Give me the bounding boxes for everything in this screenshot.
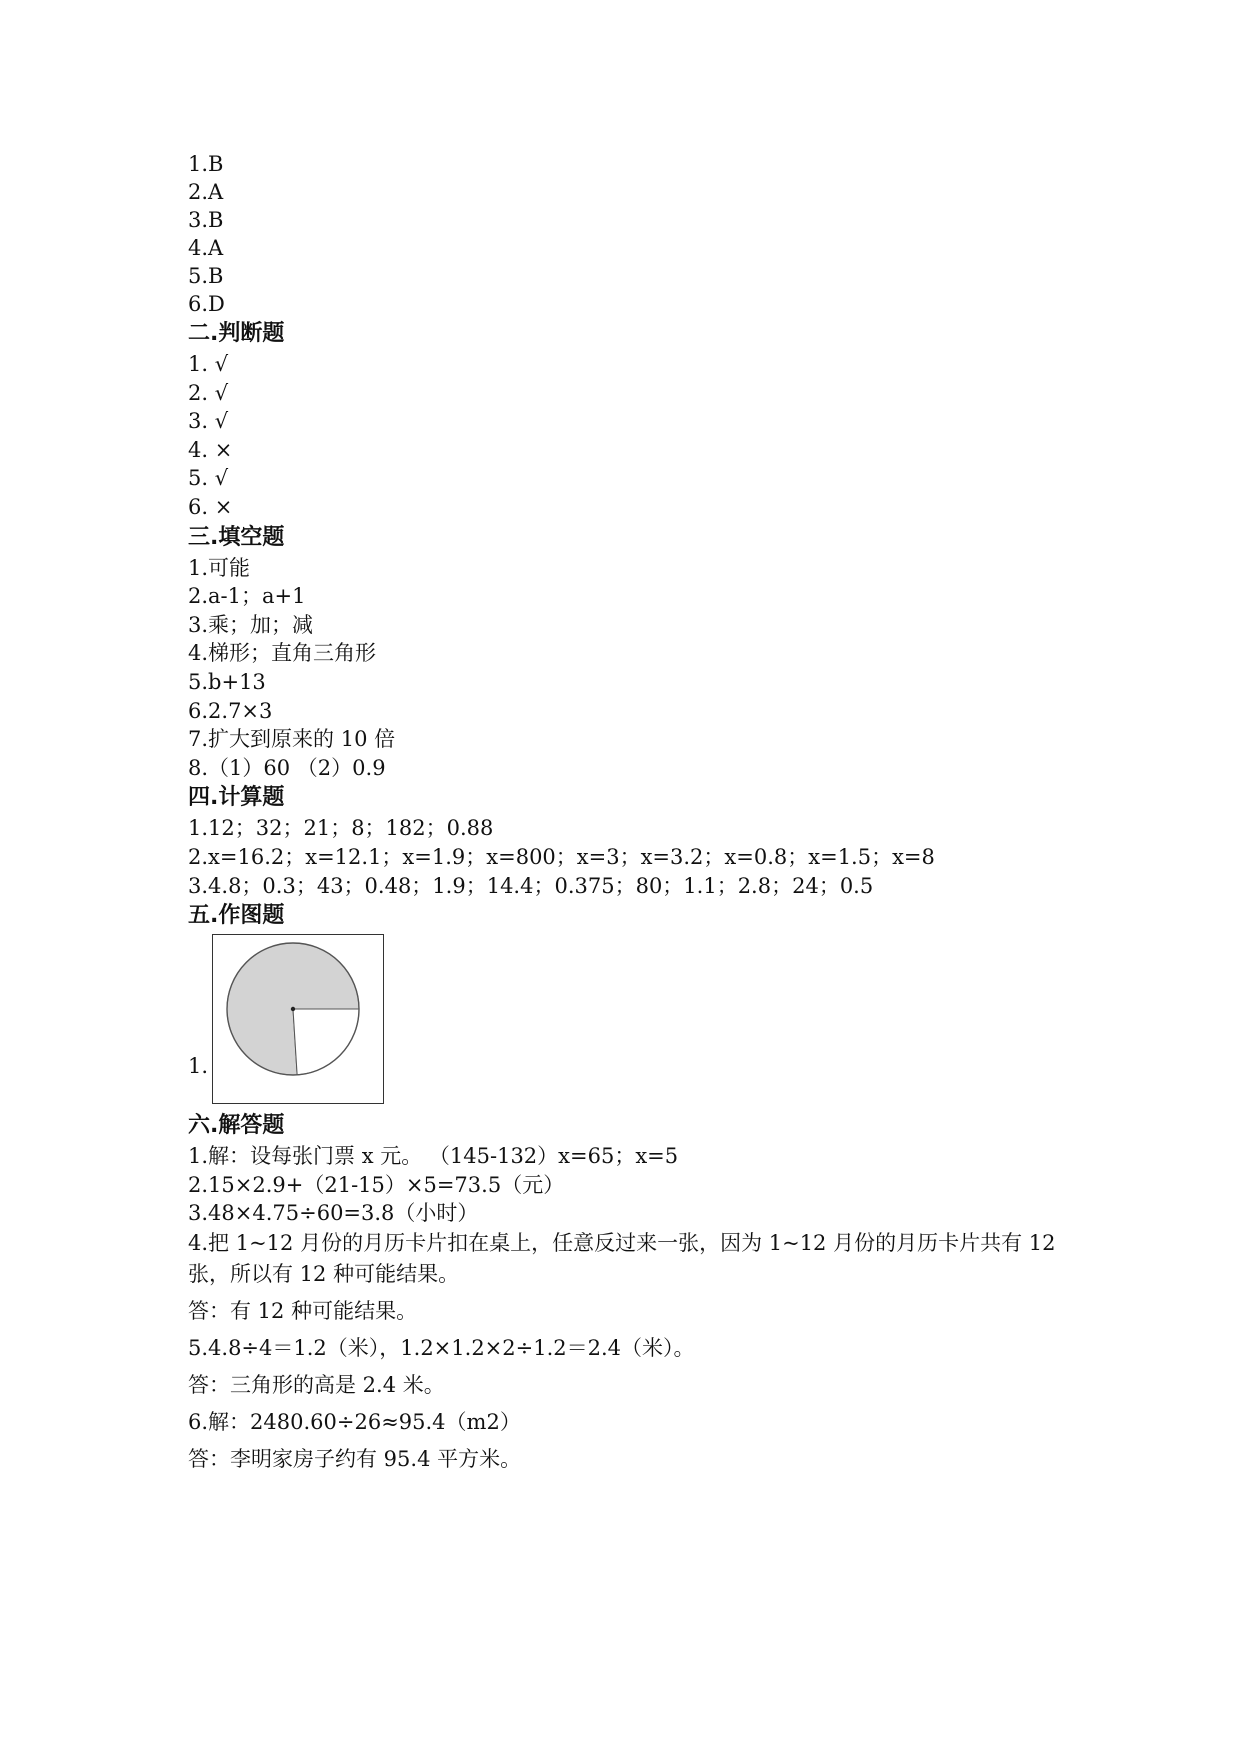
answer-line: 7.扩大到原来的 10 倍 [188, 727, 396, 752]
answer-line: 答：有 12 种可能结果。 [188, 1298, 418, 1323]
answer-line: 2. √ [188, 380, 229, 405]
answer-line: 5.B [188, 264, 224, 288]
answer-line: 1.B [188, 152, 224, 176]
section-3 [188, 522, 1088, 783]
answer-line: 2.x=16.2；x=12.1；x=1.9；x=800；x=3；x=3.2；x=0.8；x=1.5；x=8 [188, 844, 935, 869]
answer-line: 8.（1）60 （2）0.9 [188, 755, 386, 780]
section-2 [188, 318, 1088, 522]
answer-line: 3.4.8；0.3；43；0.48；1.9；14.4；0.375；80；1.1；2.8；24；0.5 [188, 873, 874, 898]
answer-line: 3.48×4.75÷60=3.8（小时） [188, 1201, 479, 1226]
answer-line: 2.a-1；a+1 [188, 584, 306, 609]
pie-unshaded-sector [293, 1009, 359, 1075]
answer-line: 1.解：设每张门票 x 元。 （145-132）x=65；x=5 [188, 1144, 679, 1169]
answer-line: 6.D [188, 292, 225, 316]
answer-line: 1.可能 [188, 555, 251, 580]
answer-line: 4.梯形；直角三角形 [188, 641, 377, 666]
section-1-answers [188, 150, 1088, 318]
answer-line: 2.15×2.9+（21-15）×5=73.5（元） [188, 1172, 565, 1197]
pie-figure-frame [212, 934, 384, 1104]
answer-line: 3. √ [188, 409, 229, 434]
section-heading: 三.填空题 [188, 524, 285, 550]
section-heading: 四.计算题 [188, 785, 285, 811]
figure-row [188, 934, 1088, 1110]
answer-line: 答：三角形的高是 2.4 米。 [188, 1372, 445, 1397]
answer-line: 5.4.8÷4＝1.2（米），1.2×1.2×2÷1.2＝2.4（米）。 [188, 1335, 695, 1360]
answer-line: 1. √ [188, 352, 229, 376]
section-4 [188, 782, 1088, 900]
pie-center-dot [291, 1007, 295, 1011]
answer-line: 5. √ [188, 466, 229, 491]
answer-line: 答：李明家房子约有 95.4 平方米。 [188, 1446, 522, 1471]
answer-line: 6.2.7×3 [188, 698, 273, 723]
answer-page [188, 150, 1088, 1475]
answer-line: 6.解：2480.60÷26≈95.4（m2） [188, 1409, 521, 1434]
answer-line: 5.b+13 [188, 669, 266, 694]
answer-line: 4. × [188, 437, 233, 462]
answer-line: 3.B [188, 208, 224, 232]
section-5 [188, 900, 1088, 1110]
answer-line: 1.12；32；21；8；182；0.88 [188, 816, 494, 841]
figure-label: 1. [188, 1054, 209, 1079]
answer-paragraph: 4.把 1~12 月份的月历卡片扣在桌上，任意反过来一张，因为 1~12 月份的月历卡片共有 12 张，所以有 12 种可能结果。 [188, 1230, 1063, 1286]
section-6 [188, 1110, 1088, 1475]
pie-figure [213, 935, 383, 1103]
section-heading: 二.判断题 [188, 321, 285, 346]
answer-line: 3.乘；加；减 [188, 612, 314, 637]
answer-line: 6. × [188, 494, 233, 519]
section-heading: 六.解答题 [188, 1113, 285, 1139]
answer-line: 4.A [188, 236, 224, 260]
section-heading: 五.作图题 [188, 903, 285, 929]
answer-line: 2.A [188, 180, 224, 204]
